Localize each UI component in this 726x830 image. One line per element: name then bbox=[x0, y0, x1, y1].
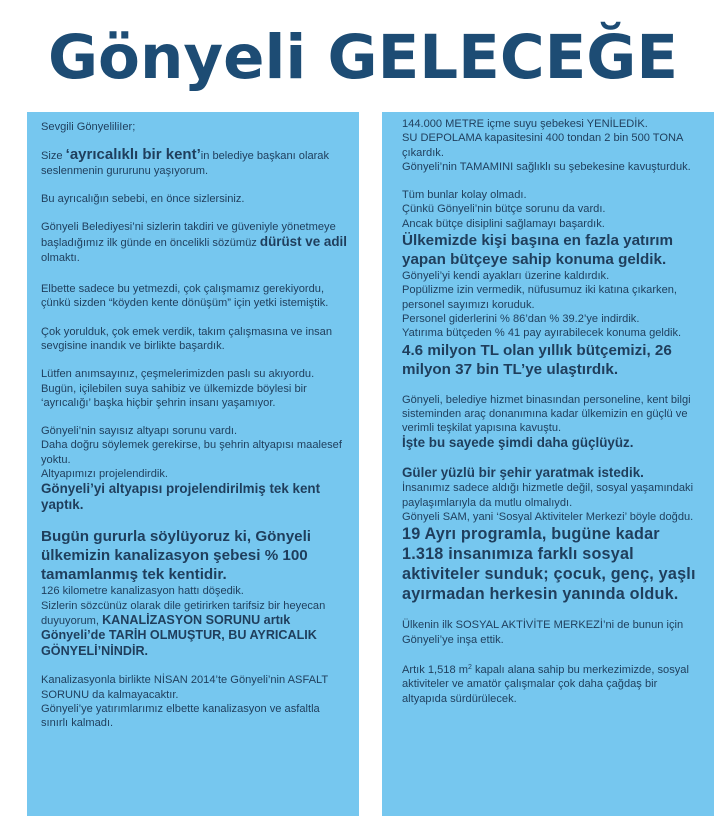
line-social-life: İnsanımız sadece aldığı hizmetle değil, sosyal yaşamındaki paylaşımlarıyla da mutlu olmalıydı. bbox=[402, 482, 694, 509]
highlight-privileged-city: ‘ayrıcalıklı bir kent’ bbox=[65, 146, 201, 164]
highlight-sewerage-history: KANALİZASYON SORUNU artık Gönyeli’de TARİH OLMUŞTUR, BU AYRICALIK GÖNYELİ’NİNDİR. bbox=[41, 612, 317, 658]
text: kapalı alana sahip bu merkezimizde, sosyal aktiviteler ve amatör çalışmalar çok daha çağdaş bir altyapıda sürdürülecek. bbox=[402, 663, 689, 705]
superscript: 2 bbox=[467, 663, 472, 671]
paragraph-area bbox=[402, 661, 704, 706]
line-investments: Gönyeli’ye yatırımlarımız elbette kanalizasyon ve asfaltla sınırlı kalmadı. bbox=[41, 703, 320, 730]
highlight-investment: Ülkemizde kişi başına en fazla yatırım yapan bütçeye sahip konuma geldik. bbox=[402, 232, 673, 269]
highlight-infrastructure: Gönyeli’yi altyapısı projelendirilmiş tek kent yaptık. bbox=[41, 481, 321, 513]
highlight-programs: 19 Ayrı programla, bugüne kadar 1.318 insanımıza farklı sosyal aktiviteler sunduk; çocuk, genç, yaşlı ayırmadan herkesin yanında olduk. bbox=[402, 525, 696, 604]
line-sewerage-km: 126 kilometre kanalizasyon hattı döşedik. bbox=[41, 585, 244, 598]
greeting: Sevgili GönyeliliIer; bbox=[41, 121, 136, 133]
line-asphalt: Kanalizasyonla birlikte NİSAN 2014’te Gönyeli’nin ASFALT SORUNU da kalmayacaktır. bbox=[41, 674, 328, 701]
paragraph-effort: Çok yorulduk, çok emek verdik, takım çalışmasına ve insan sevgisine inandık ve birlikte başardık. bbox=[41, 325, 333, 352]
text: in belediye başkanı olarak seslenmenin gururunu yaşıyorum. bbox=[41, 150, 330, 177]
highlight-smiling-city: Güler yüzlü bir şehir yaratmak istedik. bbox=[402, 465, 644, 481]
text: Artık 1,518 m bbox=[402, 663, 468, 676]
paragraph-organization: Gönyeli, belediye hizmet binasından personeline, kent bilgi sisteminden araç donanımına kadar ülkemizin en güçlü ve verimli teşkilat yapısına kavuştu. bbox=[402, 393, 691, 435]
text: Sizlerin sözcünüz olarak dile getirirken tarifsiz bir heyecan duyuyorum, bbox=[41, 599, 326, 627]
line-not-easy: Tüm bunlar kolay olmadı. bbox=[402, 189, 527, 202]
paragraph-promise bbox=[41, 220, 349, 265]
page-title: Gönyeli GELECEĞE bbox=[47, 22, 679, 93]
line-water-network: 144.000 METRE içme suyu şebekesi YENİLEDİK. bbox=[402, 118, 648, 130]
line-sam: Gönyeli SAM, yani ‘Sosyal Aktiviteler Merkezi’ böyle doğdu. bbox=[402, 511, 694, 524]
left-column bbox=[27, 112, 359, 816]
paragraph-water: Lütfen anımsayınız, çeşmelerimizden paslı su akıyordu. Bugün, içilebilen suya sahibiz ve ülkemizde böylesi bir ‘ayrıcalığı’ başka hiçbir şehrin insanı yaşamıyor. bbox=[41, 368, 315, 409]
highlight-sewerage-headline: Bugün gururla söylüyoruz ki, Gönyeli ülkemizin kanalizasyon şebesi % 100 tamamlanmış tek kentidir. bbox=[41, 528, 312, 584]
text: Size bbox=[41, 150, 66, 163]
text: Gönyeli Belediyesi’ni sizlerin takdiri ve güveniyle yönetmeye başladığımız ilk günde en öncelikli sözümüz bbox=[41, 221, 336, 250]
paragraph-privileged-city bbox=[41, 148, 349, 178]
highlight-stronger: İşte bu sayede şimdi daha güçlüyüz. bbox=[402, 435, 634, 451]
line-personnel-costs: Personel giderlerini % 86’dan % 39.2’ye indirdik. bbox=[402, 312, 640, 325]
paragraph-sewerage bbox=[41, 599, 349, 660]
line-populism: Popülizme izin vermedik, nüfusumuz iki katına çıkarken, personel sayımızı koruduk. bbox=[402, 284, 677, 311]
highlight-budget: 4.6 milyon TL olan yıllık bütçemizi, 26 milyon 37 bin TL’ye ulaştırdık. bbox=[402, 341, 672, 378]
paragraph-social-center: Ülkenin ilk SOSYAL AKTİVİTE MERKEZİ’ni de bunun için Gönyeli’ye inşa ettik. bbox=[402, 619, 684, 646]
line-self-sufficient: Gönyeli’yi kendi ayakları üzerine kaldırdık. bbox=[402, 270, 610, 283]
paragraph-work: Elbette sadece bu yetmezdi, çok çalışmamız gerekiyordu, çünkü sizden “köyden kente dönüşüm” için yetki istemiştik. bbox=[41, 283, 329, 310]
line-budget-discipline: Ancak bütçe disiplini sağlamayı başardık. bbox=[402, 217, 605, 230]
line-budget-problem: Çünkü Gönyeli’nin bütçe sorunu da vardı. bbox=[402, 203, 606, 216]
line-infrastructure-3: Altyapımızı projelendirdik. bbox=[41, 468, 169, 481]
text: olmaktı. bbox=[41, 251, 80, 264]
line-water-complete: Gönyeli’nin TAMAMINI sağlıklı su şebekesine kavuşturduk. bbox=[402, 160, 691, 173]
line-water-storage: SU DEPOLAMA kapasitesini 400 tondan 2 bin 500 TONA çıkardık. bbox=[402, 132, 683, 159]
paragraph-reason: Bu ayrıcalığın sebebi, en önce sizlersiniz. bbox=[41, 192, 245, 205]
line-infrastructure-1: Gönyeli’nin sayısız altyapı sorunu vardı. bbox=[41, 425, 238, 438]
right-column bbox=[382, 112, 714, 816]
highlight-honest-fair: dürüst ve adil bbox=[259, 234, 347, 250]
line-investment-share: Yatırıma bütçeden % 41 pay ayırabilecek konuma geldik. bbox=[402, 327, 682, 340]
line-infrastructure-2: Daha doğru söylemek gerekirse, bu şehrin altyapısı maalesef yoktu. bbox=[41, 439, 342, 466]
